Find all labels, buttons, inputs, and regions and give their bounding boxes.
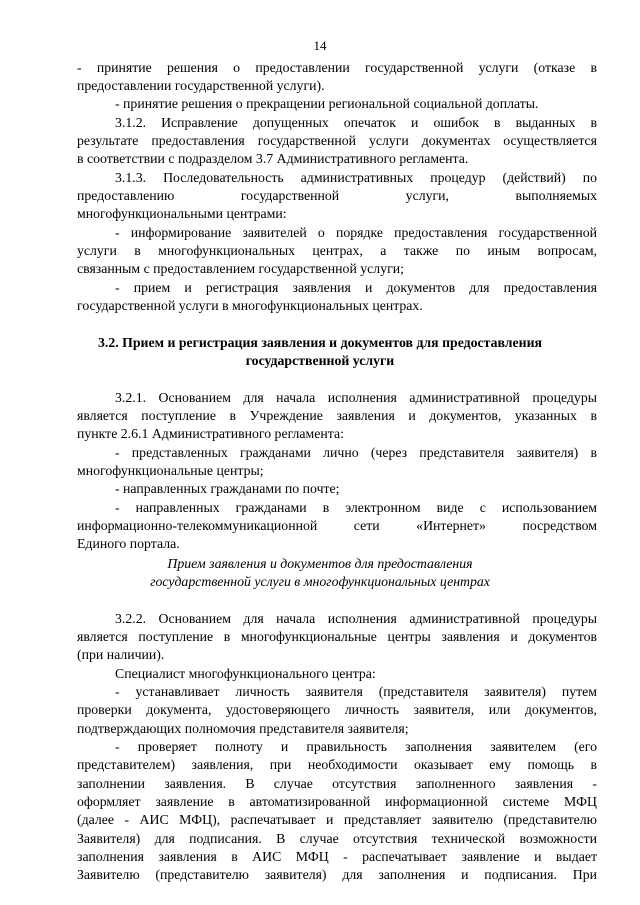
text-line: является поступление в Учреждение заявления и документов, указанных в [77, 408, 597, 423]
text-line: - принятие решения о предоставлении государственной услуги (отказе в [77, 60, 597, 75]
text-line: государственной услуги в многофункциональных центрах. [77, 298, 423, 313]
subsection-heading-line: Прием заявления и документов для предоставления [167, 556, 473, 571]
text-line: заполнении заявления. В случае отсутствия заполненного заявления - [77, 776, 597, 791]
text-line: 3.1.3. Последовательность административных процедур (действий) по [115, 170, 597, 185]
page-number: 14 [313, 38, 327, 53]
text-line: - принятие решения о прекращении региональной социальной доплаты. [115, 96, 539, 111]
text-line: оформляет заявление в автоматизированной информационной системе МФЦ [77, 794, 597, 809]
text-line: Заявителю (представителю заявителя) для заполнения и подписания. При [77, 867, 597, 882]
text-line: - прием и регистрация заявления и документов для предоставления [115, 280, 597, 295]
text-line: - устанавливает личность заявителя (представителя заявителя) путем [115, 684, 597, 699]
text-line: проверки документа, удостоверяющего личность заявителя, или документов, [77, 702, 597, 717]
text-line: - направленных гражданами в электронном виде с использованием [115, 500, 597, 515]
text-line: в соответствии с подразделом 3.7 Административного регламента. [77, 151, 469, 166]
text-line: представителем) заявления, при необходимости оказывает ему помощь в [77, 757, 597, 772]
text-line: 3.2.2. Основанием для начала исполнения административной процедуры [115, 611, 597, 626]
text-line: (при наличии). [77, 647, 165, 662]
text-line: Специалист многофункционального центра: [115, 666, 376, 681]
text-line: - информирование заявителей о порядке предоставления государственной [115, 225, 597, 240]
text-line: Заявителя) для подписания. В случае отсутствия технической возможности [77, 831, 597, 846]
text-line: многофункциональными центрами: [77, 206, 287, 221]
text-line: связанным с предоставлением государственной услуги; [77, 261, 404, 276]
text-line: (далее - АИС МФЦ), распечатывает и представляет заявителю (представителю [77, 812, 597, 827]
text-line: информационно-телекоммуникационной сети «Интернет» посредством [77, 518, 597, 533]
text-line: подтверждающих полномочия представителя заявителя; [77, 721, 409, 736]
subsection-heading-line: государственной услуги в многофункциональных центрах [150, 574, 490, 589]
text-line: предоставлении государственной услуги). [77, 78, 325, 93]
text-line: - представленных гражданами лично (через представителя заявителя) в [115, 445, 597, 460]
section-heading-line: государственной услуги [245, 353, 395, 368]
text-line: 3.1.2. Исправление допущенных опечаток и ошибок в выданных в [115, 115, 597, 130]
text-line: многофункциональные центры; [77, 463, 264, 478]
section-heading-line: 3.2. Прием и регистрация заявления и документов для предоставления [98, 335, 542, 350]
text-line: результате предоставления государственной услуги документах осуществляется [77, 133, 597, 148]
text-line: пункте 2.6.1 Административного регламента: [77, 426, 344, 441]
text-line: предоставлению государственной услуги, выполняемых [77, 188, 597, 203]
text-line: Единого портала. [77, 536, 180, 551]
text-line: 3.2.1. Основанием для начала исполнения административной процедуры [115, 390, 597, 405]
text-line: услуги в многофункциональных центрах, а также по иным вопросам, [77, 243, 597, 258]
text-line: является поступление в многофункциональные центры заявления и документов [77, 629, 597, 644]
text-line: заполнения заявления в АИС МФЦ - распечатывает заявление и выдает [77, 849, 597, 864]
text-line: - направленных гражданами по почте; [115, 481, 340, 496]
text-line: - проверяет полноту и правильность заполнения заявителем (его [115, 739, 597, 754]
